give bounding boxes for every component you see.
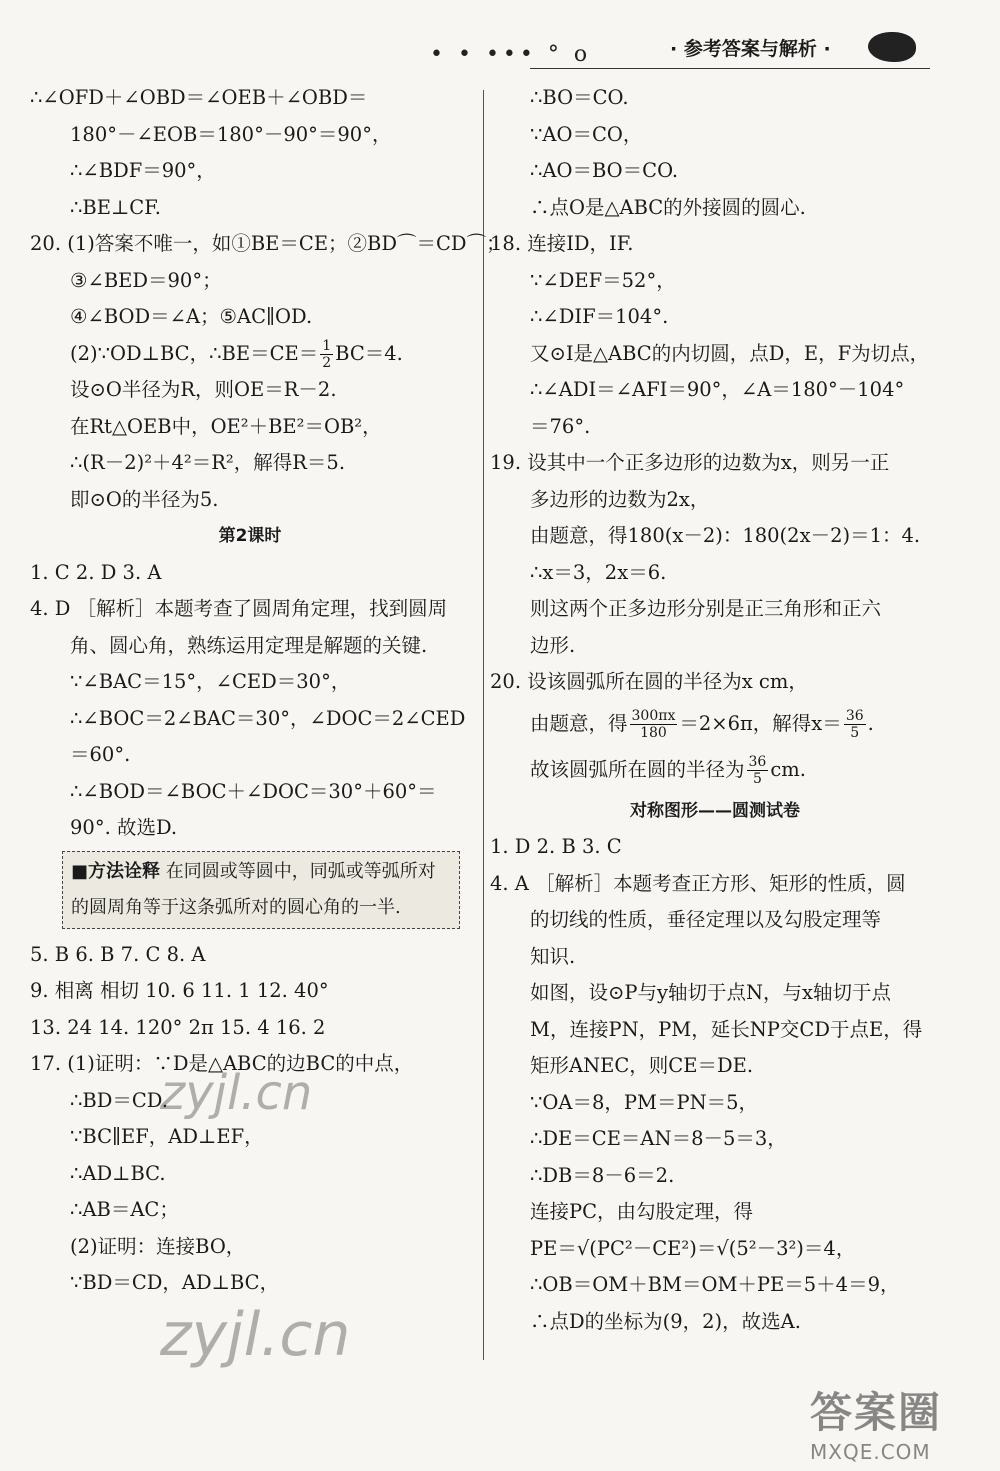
text-line: ＝76°. — [530, 414, 591, 438]
text-line: ∵BD＝CD，AD⊥BC， — [70, 1271, 280, 1294]
text-line: M，连接PN，PM，延长NP交CD于点E，得 — [530, 1017, 923, 1041]
section-title: 第2课时 — [218, 526, 282, 546]
text-line: 由题意，得180(x－2)：180(2x－2)＝1：4. — [530, 524, 921, 547]
text-line: 1. C 2. D 3. A — [30, 560, 162, 584]
text-line: 19. 设其中一个正多边形的边数为x，则另一正 — [490, 451, 890, 474]
text-line: 180°－∠EOB＝180°－90°＝90°， — [70, 122, 392, 146]
text-line: ∴∠OFD＋∠OBD＝∠OEB＋∠OBD＝ — [30, 86, 368, 109]
page-header — [420, 28, 940, 78]
text-line: ∴AD⊥BC. — [70, 1161, 166, 1185]
text-line: PE＝√(PC²－CE²)＝√(5²－3²)＝4， — [530, 1236, 856, 1260]
text-line: ∴DB＝8－6＝2. — [530, 1163, 675, 1187]
text-line: ③∠BED＝90°； — [70, 268, 222, 292]
text-line: 90°. 故选D. — [70, 816, 178, 839]
text-line: 设⊙O半径为R，则OE＝R－2. — [70, 378, 337, 401]
text-line: ∴BD＝CD. — [70, 1088, 168, 1112]
text-fragment: 由题意，得 — [530, 711, 628, 735]
note-tag: ■方法诠释 — [71, 860, 161, 882]
fraction-denominator: 180 — [640, 724, 667, 741]
text-line: 5. B 6. B 7. C 8. A — [30, 942, 206, 966]
fraction-denominator: 2 — [322, 354, 332, 371]
text-line: ∴AO＝BO＝CO. — [530, 159, 679, 182]
text-line — [490, 747, 940, 793]
text-line: ∴BE⊥CF. — [70, 195, 161, 219]
text-fragment: cm. — [770, 757, 806, 781]
text-line: ∵AO＝CO， — [530, 122, 643, 146]
text-line: 边形. — [530, 633, 576, 657]
fraction-numerator: 1 — [322, 337, 332, 354]
text-line: 4. A ［解析］本题考查正方形、矩形的性质，圆 — [490, 871, 906, 895]
text-line: ∴点O是△ABC的外接圆的圆心. — [530, 195, 806, 219]
text-line: 4. D ［解析］本题考查了圆周角定理，找到圆周 — [30, 597, 448, 620]
text-fragment: BC＝4. — [335, 341, 403, 365]
corner-logo-url: MXQE.COM — [810, 1440, 931, 1464]
text-fragment: ＝2×6π，解得x＝ — [679, 711, 842, 735]
fraction-numerator: 36 — [845, 707, 864, 724]
text-line: ∵∠BAC＝15°，∠CED＝30°， — [70, 670, 351, 693]
right-column — [490, 80, 940, 1340]
text-line: ＝60°. — [70, 743, 131, 766]
decorative-dots: • • ••• ° o — [430, 42, 592, 67]
text-line: 如图，设⊙P与y轴切于点N，与x轴切于点 — [530, 981, 892, 1004]
fraction-denominator: 5 — [850, 724, 860, 741]
text-line: ④∠BOD＝∠A；⑤AC∥OD. — [70, 305, 313, 328]
watermark: zyjl.cn — [160, 1065, 313, 1121]
text-line: 20. 设该圆弧所在圆的半径为x cm， — [490, 670, 808, 693]
corner-logo — [810, 1380, 980, 1464]
text-line: 角、圆心角，熟练运用定理是解题的关键. — [70, 633, 428, 657]
text-line: ∴∠ADI＝∠AFI＝90°，∠A＝180°－104° — [530, 378, 905, 401]
text-line: 在Rt△OEB中，OE²＋BE²＝OB²， — [70, 414, 382, 438]
text-line: ∴DE＝CE＝AN＝8－5＝3， — [530, 1127, 787, 1150]
text-line: 矩形ANEC，则CE＝DE. — [530, 1054, 754, 1077]
text-line: ∴x＝3，2x＝6. — [530, 560, 667, 584]
header-title: · 参考答案与解析 · — [670, 38, 831, 60]
text-line: ∴点D的坐标为(9，2)，故选A. — [530, 1309, 801, 1333]
text-line: 9. 相离 相切 10. 6 11. 1 12. 40° — [30, 979, 329, 1002]
text-line: ∵BC∥EF，AD⊥EF， — [70, 1125, 264, 1148]
fraction — [747, 754, 769, 787]
text-line: ∴(R－2)²＋4²＝R²，解得R＝5. — [70, 451, 346, 474]
text-line: (2)证明：连接BO， — [70, 1234, 246, 1258]
header-rule — [530, 68, 930, 69]
leaf-icon — [868, 32, 916, 62]
text-line: 则这两个正多边形分别是正三角形和正六 — [530, 597, 882, 620]
watermark: zyjl.cn — [160, 1300, 351, 1370]
fraction-denominator: 5 — [752, 770, 762, 787]
text-line: ∴∠DIF＝104°. — [530, 305, 669, 328]
text-line: ∵OA＝8，PM＝PN＝5， — [530, 1090, 759, 1114]
text-line: 知识. — [530, 944, 576, 968]
text-line: 20. (1)答案不唯一，如①BE＝CE；②BD⌒＝CD⌒； — [30, 232, 506, 255]
fraction — [844, 708, 866, 741]
text-line: ∴∠BOC＝2∠BAC＝30°，∠DOC＝2∠CED — [70, 706, 466, 730]
text-line: 的切线的性质，垂径定理以及勾股定理等 — [530, 908, 882, 931]
fraction — [630, 708, 678, 741]
column-divider — [483, 90, 484, 1360]
text-line: ∴AB＝AC； — [70, 1198, 179, 1221]
text-line: ∵∠DEF＝52°， — [530, 268, 676, 292]
text-line: 由题意，得 $\frac{300\pi x}{180}$ ＝2×6π，解得x＝ $\frac{36}{5}$ . — [530, 707, 874, 741]
text-line: 13. 24 14. 120° 2π 15. 4 16. 2 — [30, 1015, 326, 1039]
text-line: 即⊙O的半径为5. — [70, 487, 219, 511]
section-title: 对称图形——圆测试卷 — [630, 800, 800, 821]
text-line: 又⊙I是△ABC的内切圆，点D，E，F为切点， — [530, 341, 930, 365]
text-line: 1. D 2. B 3. C — [490, 835, 622, 858]
fraction-numerator: 300πx — [631, 707, 676, 724]
corner-logo-text: 答案圈 — [810, 1388, 943, 1437]
note-text: 在同圆或等圆中，同弧或等弧所对的圆周角等于这条弧所对的圆心角的一半. — [71, 860, 436, 918]
text-line: ∴BO＝CO. — [530, 86, 629, 109]
text-line: ∴∠BDF＝90°， — [70, 159, 216, 182]
fraction-numerator: 36 — [748, 753, 767, 770]
text-line: 连接PC，由勾股定理，得 — [530, 1200, 754, 1223]
method-note-box — [62, 851, 460, 929]
text-fragment: (2)∵OD⊥BC，∴BE＝CE＝ — [70, 341, 319, 365]
fraction — [320, 338, 333, 371]
text-line: ∴∠BOD＝∠BOC＋∠DOC＝30°＋60°＝ — [70, 779, 437, 803]
text-fragment: 故该圆弧所在圆的半径为 — [530, 757, 745, 781]
text-line: 18. 连接ID，IF. — [490, 232, 634, 255]
text-line: 多边形的边数为2x， — [530, 487, 710, 511]
text-line — [30, 336, 470, 373]
text-line: 17. (1)证明：∵D是△ABC的边BC的中点， — [30, 1052, 414, 1075]
text-line: ∴OB＝OM＋BM＝OM＋PE＝5＋4＝9， — [530, 1273, 900, 1296]
